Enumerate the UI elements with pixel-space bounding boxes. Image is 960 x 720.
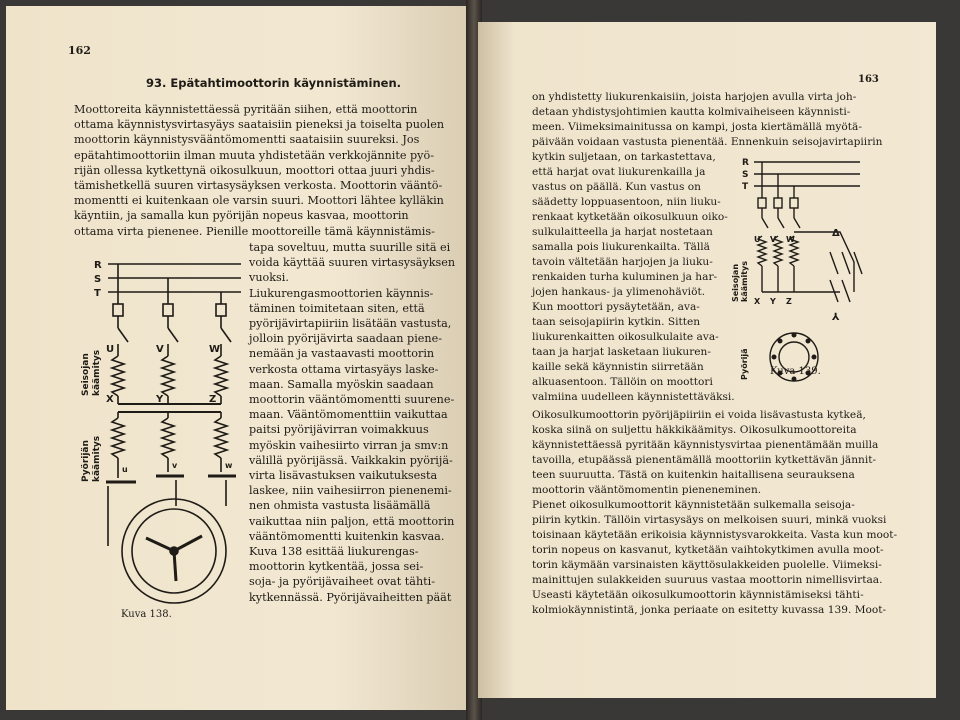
text-line: nemään ja vastaavasti moottorin (249, 347, 435, 361)
stator-winding-label-2: käämitys (92, 349, 102, 396)
rotor-coil-w (215, 418, 227, 458)
text-line: moottorin kytkentää, jossa sei- (249, 560, 424, 574)
label-w: W (786, 235, 795, 244)
text-line: jojen hankaus- ja ylimenohäviöt. (532, 286, 706, 298)
label-t: T (742, 182, 749, 192)
text-line: meen. Viimeksimainitussa on kampi, josta kiertämällä myötä- (532, 121, 862, 133)
text-line: moottorin vääntömomentin pieneneminen. (532, 484, 762, 496)
text-line: alkuasentoon. Tällöin on moottori (532, 376, 713, 388)
text-line: päivään voidaan vastusta pienentää. Ennenkuin seisojavirtapiirin (532, 136, 883, 148)
fuse (163, 304, 173, 316)
label-z: Z (786, 297, 792, 306)
text-line: samalla pois liukurenkailta. Tällä (532, 241, 710, 253)
text-line: koska siinä on suljettu häkkikäämitys. Oikosulkumoottoreita (532, 424, 857, 436)
page-number-right: 163 (858, 74, 879, 85)
text-line: Pienet oikosulkumoottorit käynnistetään sulkemalla seisoja- (532, 499, 855, 511)
text-line: että harjat ovat liukurenkailla ja (532, 166, 706, 178)
text-line: kaille sekä käynnistin siirretään (532, 361, 704, 373)
text-line: virta lisävastuksen vaikutuksesta (249, 469, 438, 482)
text-line: moottorin käynnistysvääntömomentti saataisiin suureksi. Jos (74, 133, 420, 147)
text-line: detaan yhdistysjohtimien kautta kolmivaiheiseen käynnisti- (532, 106, 851, 118)
fuse (790, 198, 798, 208)
rotor-winding-label-2: käämitys (92, 435, 102, 482)
text-line: Moottoreita käynnistettäessä pyritään siihen, että moottorin (74, 103, 418, 116)
stator-coil-u (112, 356, 124, 396)
stator-winding-label-1: Seisojan (731, 263, 740, 302)
text-line: vaikuttaa niin paljon, että moottorin (249, 514, 455, 528)
text-line: paitsi pyörijävirran voimakkuus (249, 423, 429, 437)
label-rotor-w: w (225, 461, 233, 470)
label-rotor-u: u (122, 465, 128, 474)
text-line: valmiina uudelleen käynnistettäväksi. (532, 391, 735, 403)
figure-139-caption: Kuva 139. (770, 366, 821, 377)
fuse (774, 198, 782, 208)
label-w: W (209, 344, 221, 355)
stator-coil-w (215, 356, 227, 396)
left-page (6, 6, 472, 710)
label-t: T (94, 288, 101, 299)
text-line: Useasti käytetään oikosulkumoottorin käynnistämiseksi tähti- (532, 589, 864, 601)
label-y: Y (770, 297, 776, 306)
figure-139-circuit (730, 152, 870, 397)
text-line: vuoksi. (249, 271, 289, 285)
text-line: nen ohmista vastusta lisäämällä (249, 499, 431, 513)
text-line: taan seisojapiirin kytkin. Sitten (532, 316, 701, 328)
text-line: teen suuruutta. Tästä on kuitenkin haitallisena seurauksena (532, 469, 855, 481)
text-line: renkaat kytketään oikosulkuun oiko- (532, 211, 728, 223)
label-u: U (106, 344, 115, 355)
label-s: S (94, 274, 102, 285)
text-line: kolmiokäynnistintä, jonka periaate on esitetty kuvassa 139. Moot- (532, 604, 887, 616)
label-r: R (742, 158, 749, 168)
text-line: vastus on päällä. Kun vastus on (532, 181, 701, 193)
label-x: X (106, 394, 114, 405)
text-line: verkosta ottama virtasyäys laske- (249, 362, 439, 376)
text-line: täminen toimitetaan siten, että (249, 301, 425, 315)
text-line: momentti ei kuitenkaan ole varsin suuri. Moottori lähtee kylläkin (74, 194, 444, 208)
delta-symbol: Δ (832, 228, 840, 239)
text-line: sulkulaitteella ja harjat nostetaan (532, 226, 713, 238)
text-line: tavoin vältetään harjojen ja liuku- (532, 256, 713, 268)
label-y: Y (156, 394, 164, 405)
text-line: laskee, niin vaihesiirron pienenemi- (249, 484, 452, 498)
text-line: liukurenkaitten oikosulkulaite ava- (532, 331, 719, 343)
text-line: moottorin vääntömomentti suurene- (249, 393, 455, 406)
label-u: U (754, 235, 761, 244)
text-line: Liukurengasmoottorien käynnis- (249, 286, 434, 300)
text-line: Kuva 138 esittää liukurengas- (249, 545, 419, 558)
label-r: R (94, 260, 102, 271)
stator-winding-label-2: käämitys (740, 261, 749, 302)
fuse (113, 304, 123, 316)
text-line: ottama virta pienenee. Pienille moottoreille tämä käynnistämis- (74, 224, 435, 238)
fuse (758, 198, 766, 208)
text-line: välillä pyörijässä. Vaikkakin pyörijä- (249, 453, 453, 467)
label-z: Z (209, 394, 217, 405)
text-line: torin käymään varsinaisten käyttösulakkeiden puolelle. Viimeksi- (532, 559, 882, 571)
label-rotor-v: v (172, 461, 178, 470)
text-line: maan. Samalla myöskin saadaan (249, 377, 434, 391)
text-line: käyntiin, ja samalla kun pyörijän nopeus kasvaa, moottorin (74, 209, 409, 223)
text-line: maan. Vääntömomenttiin vaikuttaa (249, 408, 448, 422)
text-line: tämishetkellä suuren virtasysäyksen verkosta. Moottorin vääntö- (74, 179, 443, 192)
text-line: rijän ollessa kytkettynä oikosulkuun, moottori ottaa juuri yhdis- (74, 163, 435, 177)
text-line: kytkennässä. Pyörijävaiheitten päät (249, 590, 452, 604)
text-line: myöskin vaihesiirto virran ja smv:n (249, 438, 449, 452)
text-line: epätahtimoottoriin ilman muuta yhdistetään verkkojännite pyö- (74, 148, 435, 162)
stator-winding-label-1: Seisojan (81, 353, 91, 396)
rotor-label: Pyörijä (740, 348, 749, 380)
fuse (216, 304, 226, 316)
figure-138-caption: Kuva 138. (121, 609, 172, 620)
label-v: V (770, 235, 777, 244)
text-line: vääntömomentti kuitenkin kasvaa. (249, 529, 445, 543)
text-line: käynnistettäessä pyritään käynnistysvirtaa pienentämään muilla (532, 439, 879, 451)
label-v: V (156, 344, 164, 355)
text-line: säädetty loppuasentoon, niin liuku- (532, 196, 721, 208)
text-line: tapa soveltuu, mutta suurille sitä ei (249, 241, 451, 254)
text-line: on yhdistetty liukurenkaisiin, joista harjojen avulla virta joh- (532, 91, 857, 103)
text-line: toisinaan käytetään erikoisia käynnistysvarokkeita. Vasta kun moot- (532, 529, 898, 541)
text-line: kytkin suljetaan, on tarkastettava, (532, 151, 716, 163)
rotor-coil-v (162, 418, 174, 458)
label-s: S (742, 170, 749, 180)
text-line: Oikosulkumoottorin pyörijäpiiriin ei voida lisävastusta kytkeä, (532, 409, 866, 421)
rotor-coil-u (112, 418, 124, 458)
text-line: renkaiden turha kuluminen ja har- (532, 271, 718, 283)
right-page (478, 22, 936, 698)
text-line: mainittujen sulakkeiden suuruus vastaa moottorin nimellisvirtaa. (532, 574, 883, 586)
text-line: pyörijävirtapiiriin lisätään vastusta, (249, 317, 452, 330)
figure-138-circuit (76, 246, 316, 616)
rotor-winding-label-1: Pyörijän (81, 440, 91, 482)
label-x: X (754, 297, 761, 306)
star-symbol: ⅄ (832, 312, 840, 323)
text-line: voida käyttää suuren virtasysäyksen (249, 256, 456, 270)
text-line: soja- ja pyörijävaiheet ovat tähti- (249, 575, 435, 589)
text-line: jolloin pyörijävirta saadaan piene- (249, 332, 442, 346)
stator-coil-v (162, 356, 174, 396)
section-heading: 93. Epätahtimoottorin käynnistäminen. (146, 76, 402, 90)
text-line: ottama käynnistysvirtasyäys saataisiin pieneksi ja toiselta puolen (74, 118, 445, 132)
text-line: torin nopeus on kasvanut, kytketään vaihtokytkimen avulla moot- (532, 544, 884, 556)
page-number-left: 162 (68, 44, 91, 57)
text-line: tavoilla, etupäässä pienentämällä moottoriin kytkettävän jännit- (532, 454, 877, 466)
text-line: taan ja harjat lasketaan liukuren- (532, 346, 711, 358)
text-line: Kun moottori pysäytetään, ava- (532, 301, 700, 313)
text-line: piirin kytkin. Tällöin virtasysäys on melkoisen suuri, minkä vuoksi (532, 514, 887, 526)
